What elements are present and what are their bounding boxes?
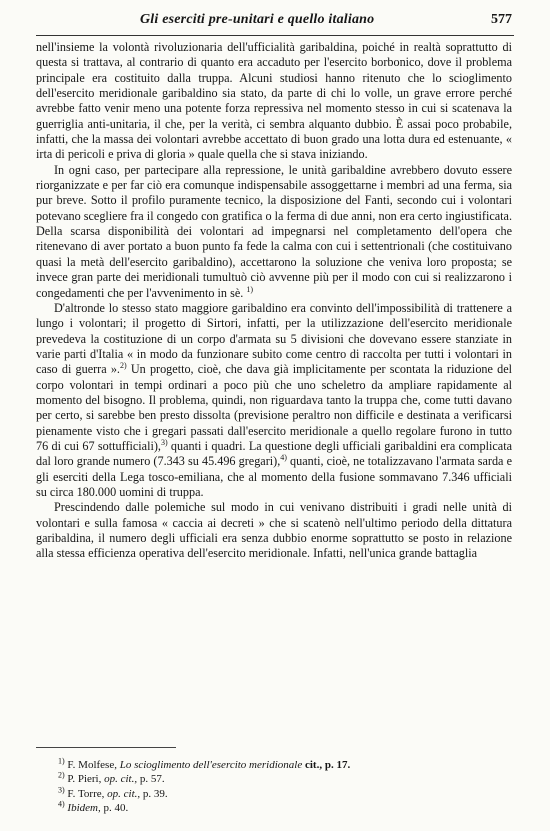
footnote-rule <box>36 747 176 748</box>
body-text <box>36 40 512 562</box>
footnotes <box>58 758 350 816</box>
running-header <box>36 10 514 32</box>
note-mark-1: 1) <box>246 284 253 294</box>
paragraph-1: nell'insieme la volontà rivoluzionaria dell'ufficialità garibaldina, poiché in realtà soprattutto di questa si trattava, al contrario di quanto era accaduto per l'esercito borbonico, dove il problema principale era costituito dalla truppa. Alcuni studiosi hanno ritenuto che lo scioglimento dell'esercito meridionale garibaldino sia stato, da parte di chi lo volle, un grave errore perché avrebbe fatto venir meno una potente forza repressiva nel momento stesso in cui si scatenava la guerriglia anti-unitaria, il che, per la verità, ci sembra alquanto dubbio. È assai poco probabile, infatti, che la massa dei volontari avrebbe accettato di buon grado una lotta dura ed estenuante, « irta di pericoli e priva di gloria » quale quella che si stava iniziando. <box>36 40 512 162</box>
footnote-1: $^{1)}$ F. Molfese, Lo scioglimento dell'esercito meridionale cit., p. 17. <box>58 756 351 771</box>
header-rule <box>36 35 514 36</box>
note-mark-4: 4) <box>280 453 287 463</box>
paragraph-3: D'altronde lo stesso stato maggiore garibaldino era convinto dell'impossibilità di trattenere a lungo i volontari; il progetto di Sirtori, infatti, per la utilizzazione dell'esercito meridionale prevedeva la costituzione di un corpo d'armata su 5 divisioni che dovevano essere stanziate in varie parti d'Italia « in modo da funzionare subito come centro di raccolta per tutti i volontari in caso di guerra ».$^{2)}$ Un progetto, cioè, che dava già implicitamente per scontata la riduzione del corpo volontari in tempi ordinari a poco più che uno scheletro da ampliare rapidamente al momento del bisogno. Il problema, quindi, non riguardava tanto la truppa che, come tutti davano per certo, si sarebbe ben presto dissolta (previsione peraltro non difficile e destinata a verificarsi pienamente visto che i gregari passati dall'esercito meridionale a quello regolare furono in tutto 76 di cui 67 sottufficiali),$^{3)}$ quanti i quadri. La questione degli ufficiali garibaldini era complicata dal loro grande numero (7.343 su 45.496 gregari),$^{4)}$ quanti, cioè, ne totalizzavano l'armata sarda e gli eserciti della Lega tosco-emiliana, che al momento della fusione sommavano 7.346 ufficiali su circa 180.000 uomini di truppa. <box>36 300 512 499</box>
paragraph-4: Prescindendo dalle polemiche sul modo in cui venivano distribuiti i gradi nelle unità di volontari e sulla famosa « caccia ai decreti » che si scatenò nell'ultimo periodo della dittatura garibaldina, il numero degli ufficiali era senza dubbio enorme soprattutto se posto in relazione alla stessa efficienza operativa dell'esercito meridionale. Infatti, nell'unica grande battaglia <box>36 500 512 561</box>
footnote-2: $^{2)}$ P. Pieri, op. cit., p. 57. <box>58 770 165 786</box>
note-mark-2: 2) <box>119 361 127 371</box>
running-title: Gli eserciti pre-unitari e quello italiano <box>140 12 375 27</box>
note-mark-3: 3) <box>160 437 168 447</box>
paragraph-2: In ogni caso, per partecipare alla repressione, le unità garibaldine avrebbero dovuto essere riorganizzate e per far ciò era comunque indispensabile assoggettarne i membri ad una ferma, sia pur breve. Sotto il profilo puramente tecnico, la disposizione del Fanti, secondo cui i volontari potevano scegliere fra il congedo con gratifica o la ferma di due anni, non era certo ingiustificata. Della scarsa disponibilità dei volontari ad impegnarsi nel completamento dell'opera che ritenevano di aver portato a buon punto fa fede la calma con cui i settentrionali (che costituivano quasi la metà dell'esercito garibaldino), accettarono la soluzione che veniva loro proposta; se invece gran parte dei meridionali tumultuò ciò avvenne più per il modo con cui si realizzarono i congedamenti che per l'avvenimento in sè. $^{1)}$ <box>36 162 512 300</box>
page-number: 577 <box>491 12 512 27</box>
footnote-4: $^{4)}$ Ibidem, p. 40. <box>58 799 129 815</box>
footnote-3: $^{3)}$ F. Torre, op. cit., p. 39. <box>58 785 168 800</box>
